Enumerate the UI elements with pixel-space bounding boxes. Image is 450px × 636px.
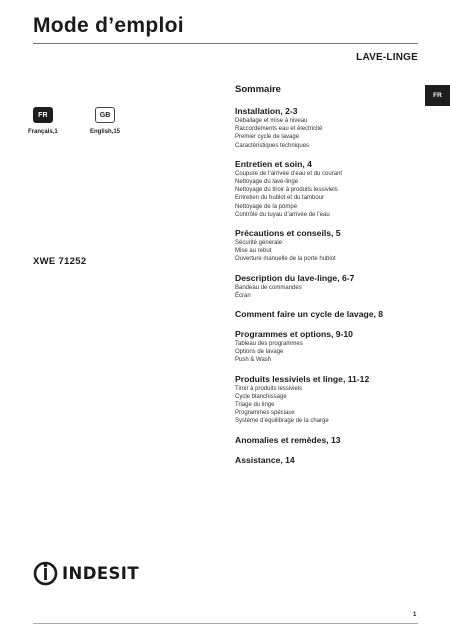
toc-section (235, 435, 435, 446)
header-divider (33, 43, 418, 44)
language-caption-fr: Français,1 (28, 129, 58, 135)
toc-subitem: Nettoyage de la pompe (235, 203, 298, 210)
toc-section-title[interactable]: Précautions et conseils, 5 (235, 228, 341, 239)
toc-section (235, 374, 435, 426)
language-code-fr[interactable]: FR (33, 107, 53, 123)
toc-heading: Sommaire (235, 84, 281, 95)
brand-logo (33, 561, 139, 586)
toc-subitem: Nettoyage du tiroir à produits lessiviels (235, 187, 338, 194)
toc-subitem: Contrôle du tuyau d’arrivée de l’eau (235, 211, 330, 218)
toc-subitem: Écran (235, 292, 251, 299)
toc-subitem: Push & Wash (235, 357, 272, 364)
toc-section (235, 309, 435, 320)
footer-divider (33, 623, 418, 624)
toc-subitem: Programmes spéciaux (235, 410, 295, 417)
model-number: XWE 71252 (33, 256, 87, 267)
language-code-gb[interactable]: GB (95, 107, 115, 123)
toc-section (235, 106, 435, 150)
toc-subitem: Tiroir à produits lessiviels (235, 385, 303, 392)
brand-name: INDESIT (62, 564, 139, 583)
toc-subitem: Premier cycle de lavage (235, 134, 300, 141)
product-type: LAVE-LINGE (356, 52, 418, 63)
page-number: 1 (413, 612, 417, 618)
toc-subitem: Système d’équilibrage de la charge (235, 418, 329, 425)
toc-subitem: Mise au rebut (235, 248, 272, 255)
toc-section-title[interactable]: Programmes et options, 9-10 (235, 329, 353, 340)
toc-subitem: Coupure de l’arrivée d’eau et du courant (235, 170, 343, 177)
page-title: Mode d’emploi (33, 14, 184, 37)
toc-subitem: Cycle blanchissage (235, 393, 287, 400)
toc-subitem: Nettoyage du lave-linge (235, 179, 299, 186)
toc-subitem: Tableau des programmes (235, 341, 303, 348)
language-fr[interactable] (28, 107, 58, 135)
toc-section-title[interactable]: Installation, 2-3 (235, 106, 298, 116)
power-icon (33, 561, 58, 586)
toc-subitem: Entretien du hublot et du tambour (235, 195, 325, 202)
toc-section (235, 329, 435, 365)
toc-subitem: Ouverture manuelle de la porte hublot (235, 256, 336, 263)
toc-section-title[interactable]: Description du lave-linge, 6-7 (235, 272, 355, 283)
toc-subitem: Sécurité générale (235, 240, 283, 247)
toc-section (235, 273, 435, 300)
toc-section-title[interactable]: Produits lessiviels et linge, 11-12 (235, 373, 370, 384)
toc-subitem: Options de lavage (235, 349, 284, 356)
toc-section (235, 159, 435, 219)
toc-section (235, 455, 435, 466)
toc-sections (235, 106, 435, 466)
toc-section (235, 228, 435, 264)
table-of-contents (235, 84, 435, 475)
toc-subitem: Triage du linge (235, 402, 275, 409)
toc-subitem: Raccordements eau et électricité (235, 126, 323, 133)
toc-section-title[interactable]: Entretien et soin, 4 (235, 158, 312, 169)
toc-section-title[interactable]: Anomalies et remèdes, 13 (235, 434, 341, 445)
toc-subitem: Bandeau de commandes (235, 284, 302, 291)
language-side-tab: FR (425, 85, 450, 106)
toc-section-title[interactable]: Assistance, 14 (235, 454, 295, 465)
toc-subitem: Déballage et mise à niveau (235, 118, 308, 124)
toc-section-title[interactable]: Comment faire un cycle de lavage, 8 (235, 309, 384, 320)
language-gb[interactable] (90, 107, 120, 135)
toc-subitem: Caractéristiques techniques (235, 142, 310, 149)
language-caption-gb: English,15 (90, 129, 121, 135)
